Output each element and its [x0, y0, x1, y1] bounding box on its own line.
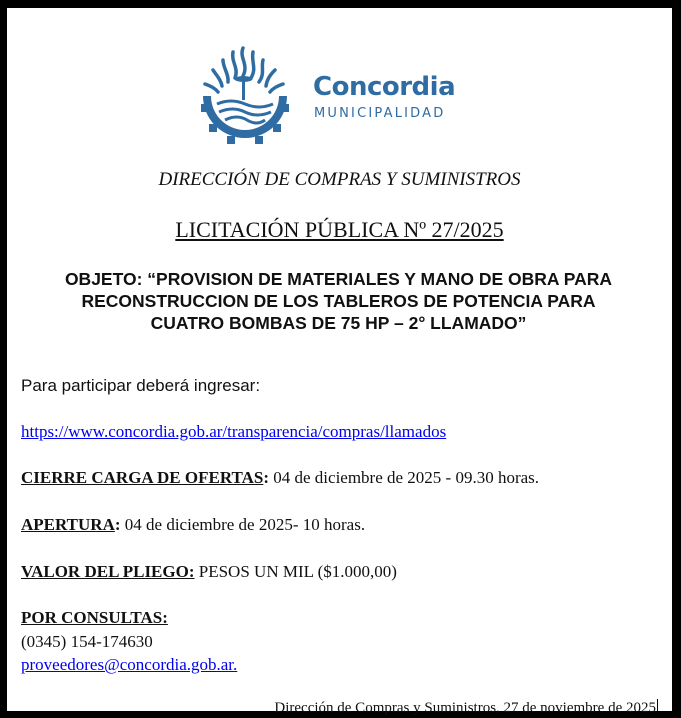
bid-price-value: PESOS UN MIL ($1.000,00) — [194, 562, 397, 581]
inquiries-email-link[interactable]: proveedores@concordia.gob.ar. — [21, 655, 238, 674]
opening-date-value: 04 de diciembre de 2025- 10 horas. — [120, 515, 366, 534]
closing-date-value: 04 de diciembre de 2025 - 09.30 horas. — [269, 468, 540, 487]
participation-intro: Para participar deberá ingresar: — [21, 376, 261, 395]
closing-date-label: CIERRE CARGA DE OFERTAS — [21, 468, 264, 487]
concordia-logo — [195, 38, 465, 153]
object-line-2: RECONSTRUCCION DE LOS TABLEROS DE POTENCIA PARA — [81, 291, 596, 311]
closing-date-row: CIERRE CARGA DE OFERTAS: 04 de diciembre de 2025 - 09.30 horas. — [21, 468, 540, 487]
inquiries-phone: (0345) 154-174630 — [21, 632, 153, 651]
object-line-1: OBJETO: “PROVISION DE MATERIALES Y MANO DE OBRA PARA — [64, 269, 613, 289]
bid-price-label: VALOR DEL PLIEGO: — [21, 562, 195, 581]
tender-object — [21, 268, 656, 334]
brand-name: Concordia — [313, 72, 456, 102]
tender-portal-link[interactable]: https://www.concordia.gob.ar/transparencia/compras/llamados — [21, 422, 447, 441]
text-cursor — [657, 699, 658, 715]
footer-signature: Dirección de Compras y Suministros, 27 de noviembre de 2025 — [274, 700, 656, 716]
opening-date-label: APERTURA — [21, 515, 115, 534]
inquiries-row — [21, 608, 168, 628]
municipal-emblem-icon — [195, 38, 295, 150]
department-heading: DIRECCIÓN DE COMPRAS Y SUMINISTROS — [158, 169, 521, 190]
bid-price-row — [21, 562, 397, 582]
tender-title: LICITACIÓN PÚBLICA Nº 27/2025 — [175, 217, 504, 242]
inquiries-label: POR CONSULTAS: — [21, 608, 168, 627]
object-line-3: CUATRO BOMBAS DE 75 HP – 2° LLAMADO” — [150, 313, 527, 333]
opening-date-row: APERTURA: 04 de diciembre de 2025- 10 horas. — [21, 515, 366, 534]
brand-subtitle: MUNICIPALIDAD — [314, 106, 446, 121]
